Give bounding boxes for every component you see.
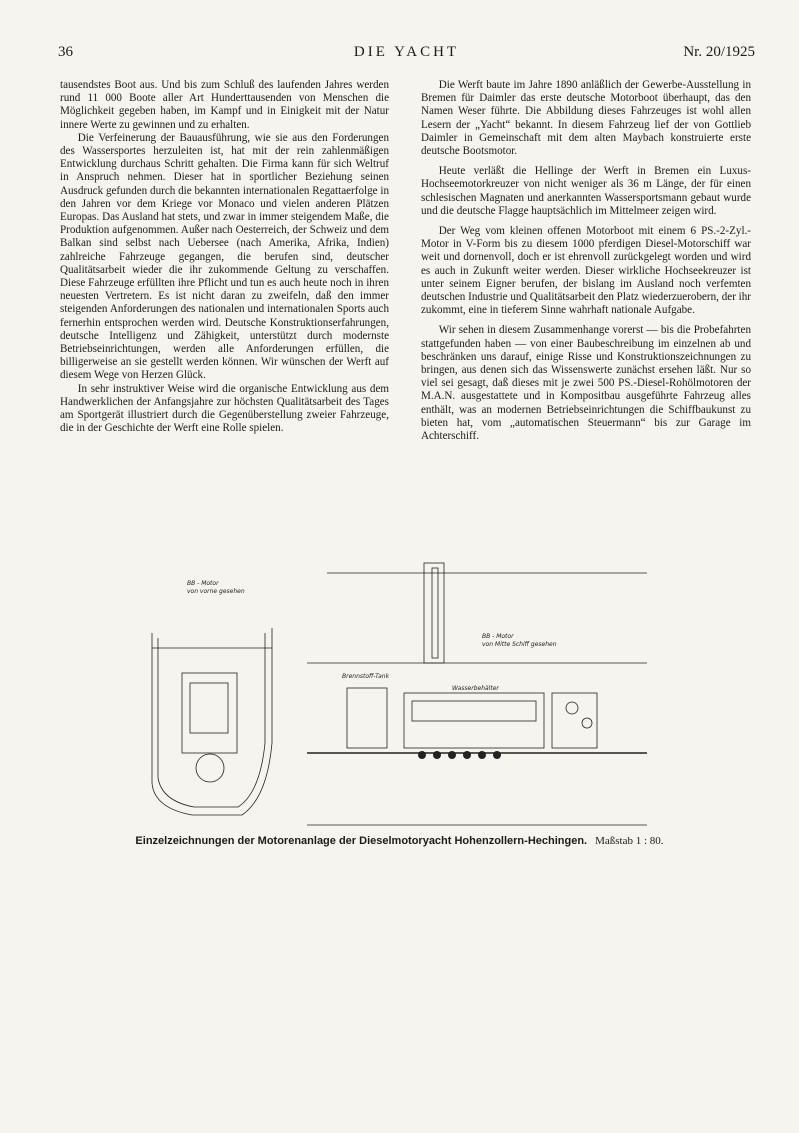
journal-title: DIE YACHT xyxy=(353,44,460,60)
label-bb-motor-front: BB - Motor xyxy=(187,580,219,587)
left-column xyxy=(60,79,389,435)
page-number: 36 xyxy=(58,44,73,60)
caption-text: Einzelzeichnungen der Motorenanlage der Dieselmotoryacht Hohenzollern-Hechingen. xyxy=(135,835,588,847)
caption-scale: Maßstab 1 : 80. xyxy=(595,835,664,847)
label-fuel-tank: Brennstoff-Tank xyxy=(342,673,390,680)
paragraph: Die Werft baute im Jahre 1890 anläßlich der Gewerbe-Ausstellung in Bremen für Daimler das erste deutsche Motorboot überhaupt, das den Namen Weser führte. Die Abbildung dieses Fahrzeuges ist wohl allen Lesern der „Yacht“ bekannt. In diesem Fahrzeug lief der von Gottlieb Daimler in Gemeinschaft mit dem alten Maybach konstruierte erste deutsche Bootsmotor. xyxy=(421,79,751,158)
paragraph: tausendstes Boot aus. Und bis zum Schluß des laufenden Jahres werden rund 11 000 Boote aller Art Hunderttausenden von Menschen die Möglichkeit gegeben haben, im Kampf und in Einigkeit mit der Natur innere Werte zu gewinnen und zu erhalten. xyxy=(60,79,389,131)
label-bb-motor-front-sub: von vorne gesehen xyxy=(187,588,245,595)
page-header xyxy=(58,44,755,66)
engine-drawing xyxy=(132,553,652,828)
paragraph: Die Verfeinerung der Bauausführung, wie sie aus den Forderungen des Wassersportes herzuleiten ist, hat mit der rein zahlenmäßigen Entwicklung durchaus Schritt gehalten. Die Firma kann für sich Weltruf in Anspruch nehmen. Dieser hat in sportlicher Beziehung seinen Ausdruck gefunden durch die bekannten internationalen Regattaerfolge in den Jahren vor dem Kriege vor Monaco und vielen anderen Plätzen Europas. Das Ausland hat stets, und zwar in immer steigendem Maße, die Produktion aufgenommen. Außer nach Oesterreich, der Schweiz und dem Balkan sind selbst nach Uebersee (nach Amerika, Afrika, Indien) zahlreiche Fahrzeuge gegangen, die berufen sind, deutscher Qualitätsarbeit wieder die ihr zukommende Geltung zu verschaffen. Diese Fahrzeuge erfüllten ihre Pflicht und tun es auch heute noch in ihren neuesten Vertretern. Es ist nicht daran zu zweifeln, daß den immer steigenden Anforderungen des nationalen und internationalen Sports auch fernerhin entsprochen werden wird. Deutsche Konstruktionserfahrungen, deutsche Intelligenz und Zähigkeit, unterstützt durch modernste Betriebseinrichtungen, werden alle Anforderungen erfüllen, die billigerweise an sie gestellt werden können. Wir wünschen der Werft auf diesem Wege von Herzen Glück. xyxy=(60,131,389,382)
label-water-tank: Wasserbehälter xyxy=(452,685,499,692)
label-bb-motor-mid: BB - Motor xyxy=(482,633,514,640)
engine-drawing-svg xyxy=(132,553,652,828)
paragraph: Wir sehen in diesem Zusammenhange vorerst — bis die Probefahrten stattgefunden haben — von einer Baubeschreibung im einzelnen ab und beschränken uns darauf, einige Risse und Konstruktionszeichnungen zu bringen, aus denen sich das Wissenswerte zunächst ersehen läßt. Nur so viel sei gesagt, daß dieses mit je zwei 500 PS.-Diesel-Rohölmotoren der M.A.N. ausgestattete und in Kompositbau ausgeführte Fahrzeug alles enthält, was an modernen Betriebseinrichtungen die Schiffbaukunst zu bieten hat, vom „automatischen Steuermann“ bis zur Garage im Achterschiff. xyxy=(421,324,751,443)
issue-number: Nr. 20/1925 xyxy=(683,44,755,60)
paragraph: Heute verläßt die Hellinge der Werft in Bremen ein Luxus-Hochseemotorkreuzer von nicht weniger als 36 m Länge, der für einen schlesischen Magnaten und anerkannten Wassersportsmann gebaut wurde und die deutsche Flagge hauptsächlich im Mittelmeer zeigen wird. xyxy=(421,165,751,217)
label-bb-motor-mid-sub: von Mitte Schiff gesehen xyxy=(482,641,557,648)
figure-caption xyxy=(0,835,799,847)
paragraph: In sehr instruktiver Weise wird die organische Entwicklung aus dem Handwerklichen der Anfangsjahre zur höchsten Qualitätsarbeit des Tages am Sportgerät illustriert durch die Gegenüberstellung zweier Fahrzeuge, die in der Geschichte der Werft eine Rolle spielen. xyxy=(60,382,389,435)
right-column xyxy=(421,79,751,443)
paragraph: Der Weg vom kleinen offenen Motorboot mit einem 6 PS.-2-Zyl.-Motor in V-Form bis zu diesem 1000 pferdigen Diesel-Motorschiff war weit und dornenvoll, doch er ist ehrenvoll zurückgelegt worden und wird es auch in Zukunft weiter werden. Dieser wirkliche Hochseekreuzer ist unter seinem Eigner berufen, der bislang im Ausland noch verfemten deutschen Industrie und Qualitätsarbeit den Platz wiederzuerobern, der ihr zukommt, eine in tieferem Sinne wahrhaft nationale Aufgabe. xyxy=(421,225,751,317)
